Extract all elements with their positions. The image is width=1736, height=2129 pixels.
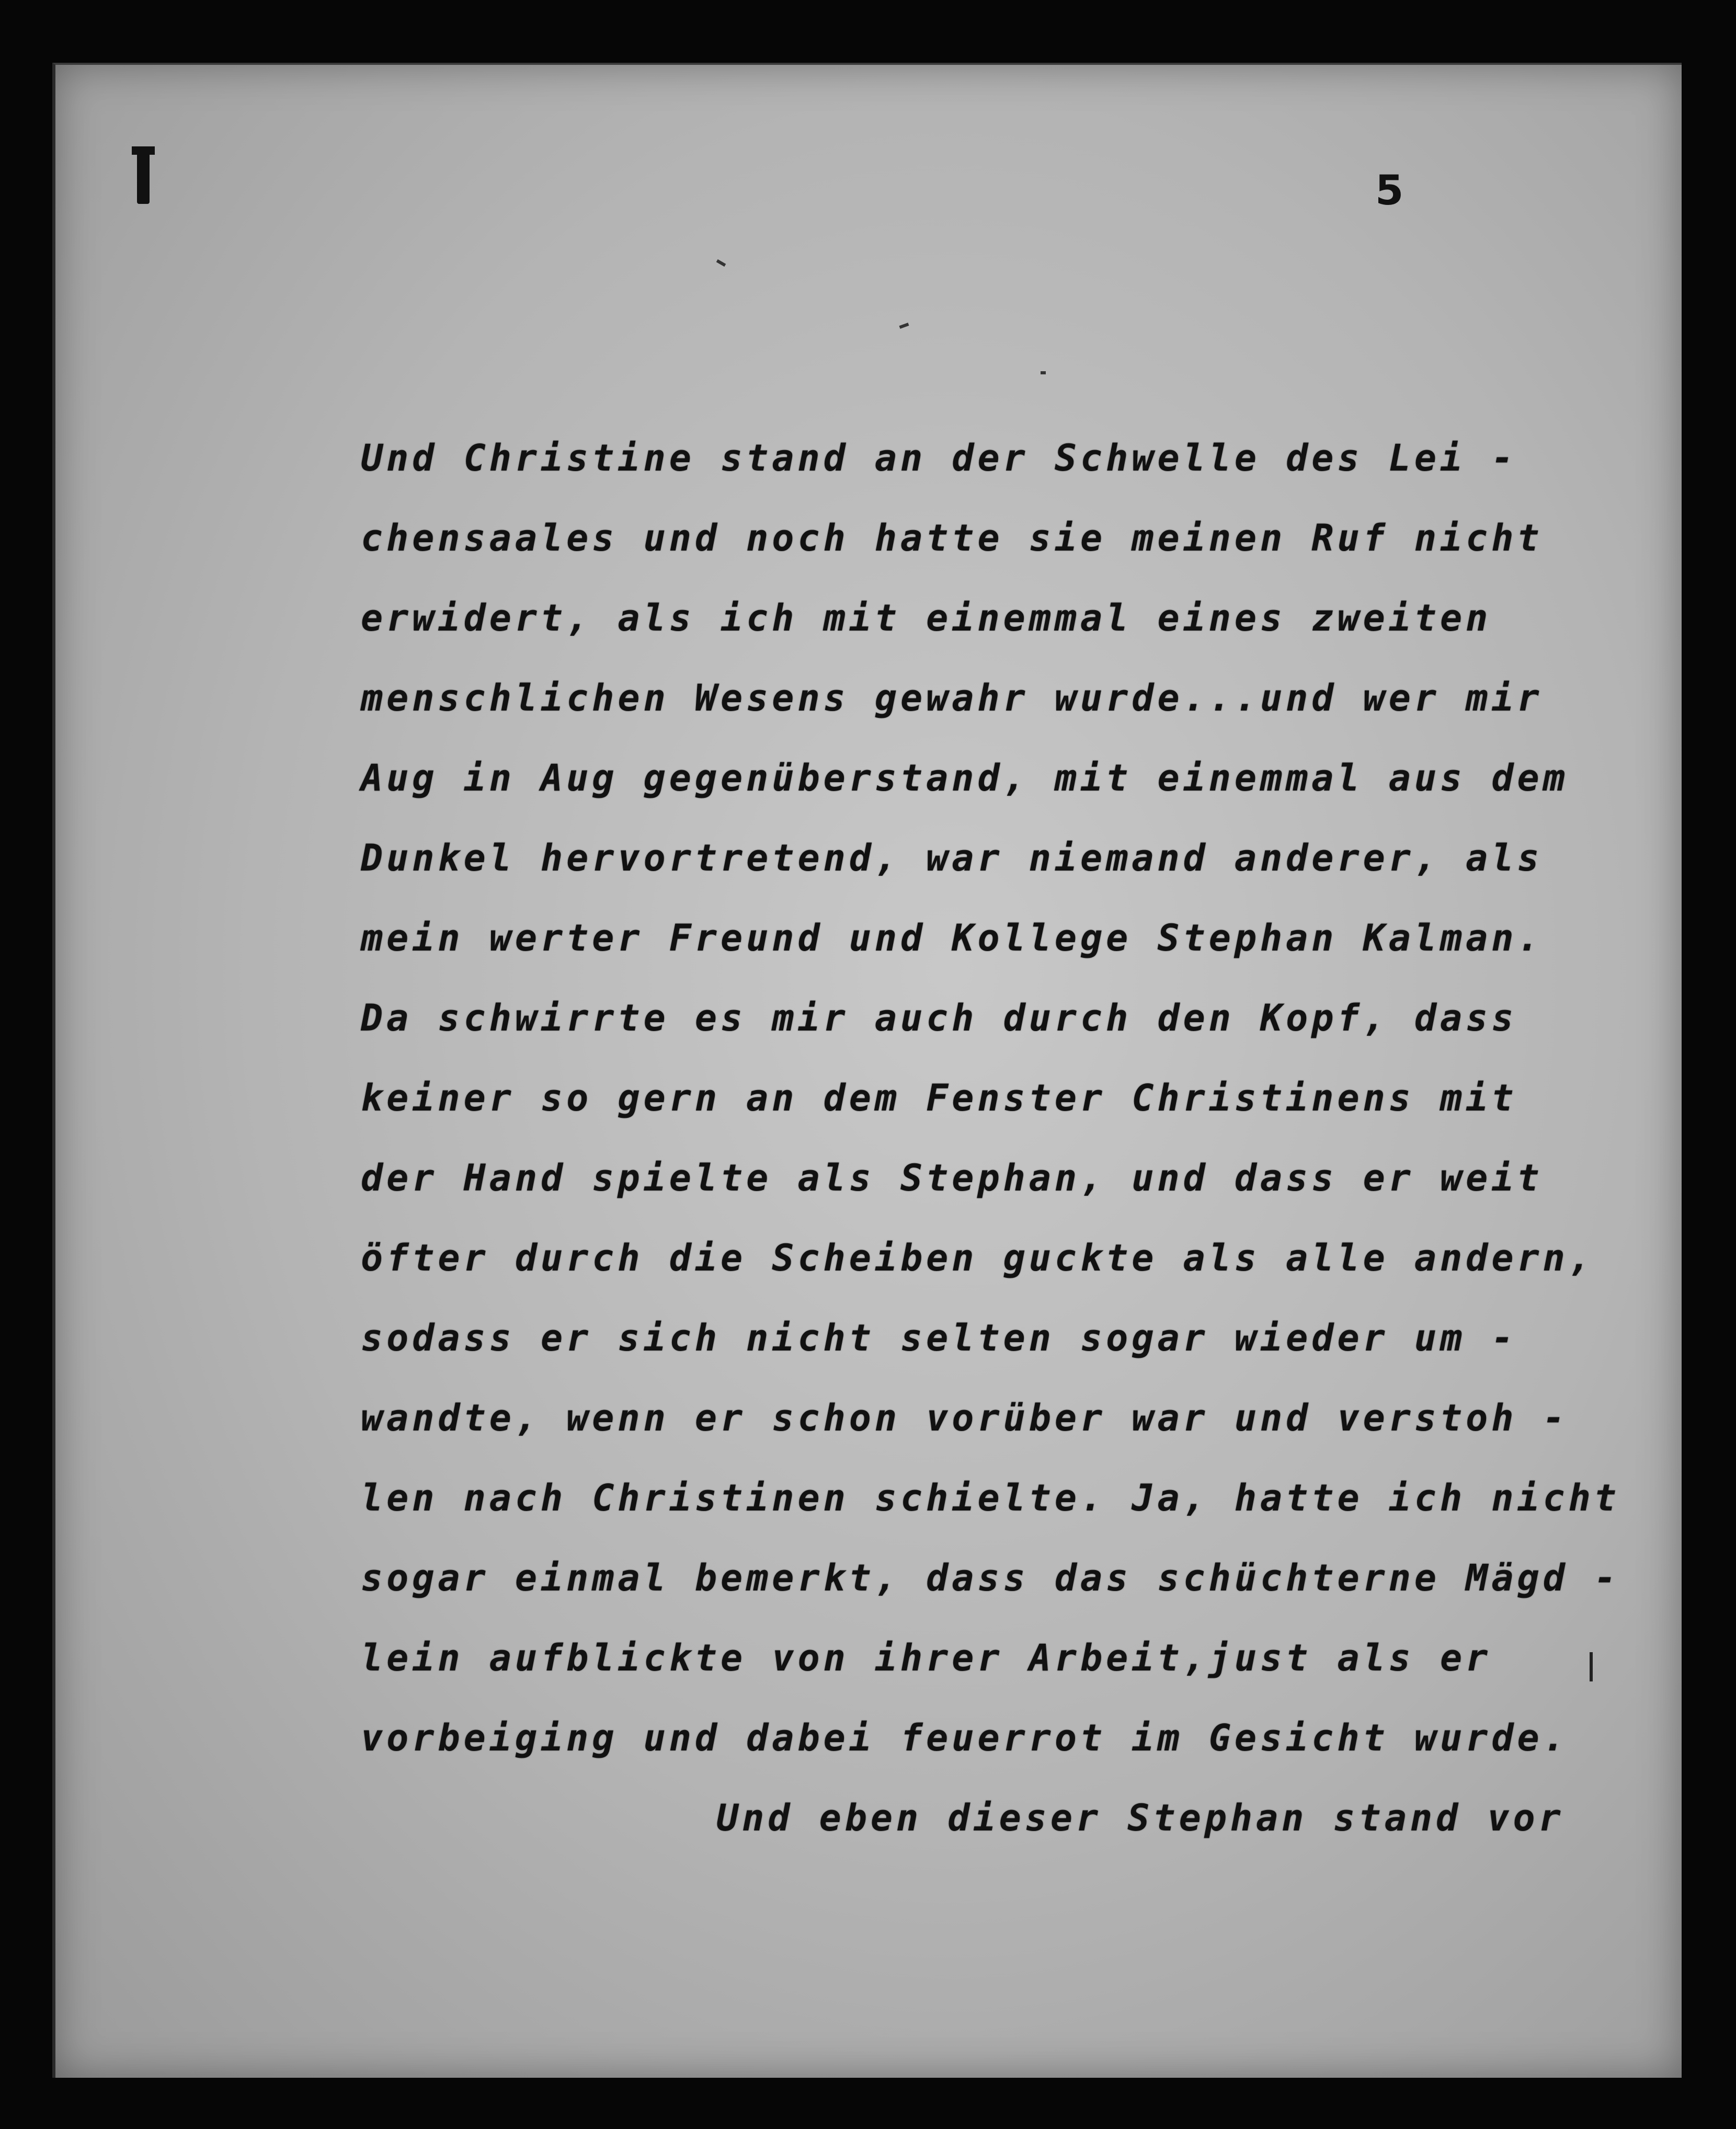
text-line: len nach Christinen schielte. Ja, hatte ich nicht [361, 1476, 1620, 1519]
text-line: keiner so gern an dem Fenster Christinens mit [361, 1077, 1517, 1119]
margin-tick [1590, 1652, 1593, 1681]
text-line: mein werter Freund und Kollege Stephan Kalman. [361, 917, 1543, 959]
body-text [361, 418, 1637, 1858]
text-line: vorbeiging und dabei feuerrot im Gesicht wurde. [361, 1716, 1569, 1759]
text-line: lein aufblickte von ihrer Arbeit,just als er [361, 1636, 1492, 1679]
text-line: chensaales und noch hatte sie meinen Ruf nicht [361, 517, 1543, 559]
text-line: Aug in Aug gegenüberstand, mit einemmal aus dem [361, 757, 1569, 799]
text-line: Und Christine stand an der Schwelle des Lei - [361, 437, 1517, 479]
page-number: 5 [1375, 167, 1404, 214]
text-line: erwidert, als ich mit einemmal eines zweiten [361, 597, 1492, 639]
stray-mark [1041, 371, 1046, 374]
text-line: sogar einmal bemerkt, dass das schüchterne Mägd - [361, 1556, 1620, 1599]
text-line: sodass er sich nicht selten sogar wieder um - [361, 1317, 1517, 1359]
text-line: menschlichen Wesens gewahr wurde...und wer mir [361, 677, 1543, 719]
text-line: wandte, wenn er schon vorüber war und verstoh - [361, 1397, 1569, 1439]
text-line: der Hand spielte als Stephan, und dass er weit [361, 1157, 1543, 1199]
text-line: öfter durch die Scheiben guckte als alle andern, [361, 1237, 1594, 1279]
text-line: Und eben dieser Stephan stand vor [716, 1796, 1564, 1839]
text-line: Dunkel hervortretend, war niemand anderer, als [361, 837, 1543, 879]
margin-mark [137, 146, 150, 204]
text-line: Da schwirrte es mir auch durch den Kopf, dass [361, 997, 1517, 1039]
